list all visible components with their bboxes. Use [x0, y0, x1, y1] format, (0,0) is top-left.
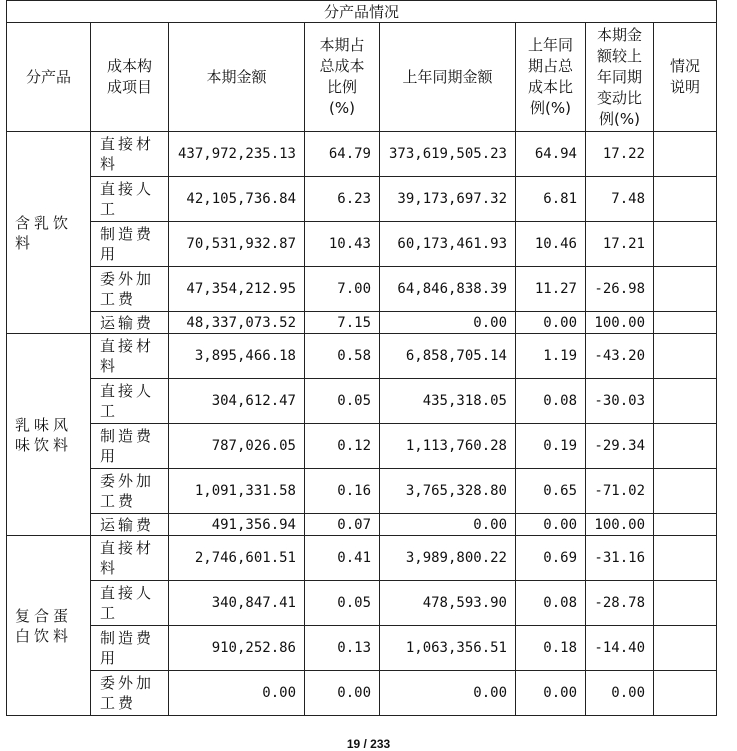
cost-item-cell: 直接材料	[91, 334, 169, 379]
prior-ratio-cell: 64.94	[516, 132, 586, 177]
prior-amount-cell: 39,173,697.32	[380, 177, 516, 222]
note-cell	[654, 379, 717, 424]
current-ratio-cell: 0.12	[305, 424, 380, 469]
cost-item-cell: 委外加工费	[91, 469, 169, 514]
change-cell: -29.34	[586, 424, 654, 469]
prior-amount-cell: 0.00	[380, 514, 516, 536]
prior-amount-cell: 0.00	[380, 671, 516, 716]
change-cell: -14.40	[586, 626, 654, 671]
prior-ratio-cell: 0.65	[516, 469, 586, 514]
change-cell: -28.78	[586, 581, 654, 626]
prior-ratio-cell: 0.00	[516, 671, 586, 716]
cost-item-cell: 直接材料	[91, 536, 169, 581]
table-caption: 分产品情况	[7, 1, 717, 23]
table-row	[7, 222, 717, 267]
header-prior-amount: 上年同期金额	[380, 23, 516, 132]
table-row	[7, 581, 717, 626]
current-ratio-cell: 0.00	[305, 671, 380, 716]
prior-ratio-cell: 0.18	[516, 626, 586, 671]
current-ratio-cell: 64.79	[305, 132, 380, 177]
change-cell: -43.20	[586, 334, 654, 379]
current-amount-cell: 910,252.86	[169, 626, 305, 671]
cost-item-cell: 运输费	[91, 312, 169, 334]
table-row	[7, 626, 717, 671]
cost-breakdown-table	[6, 0, 717, 716]
change-cell: 17.22	[586, 132, 654, 177]
current-ratio-cell: 0.07	[305, 514, 380, 536]
prior-amount-cell: 3,989,800.22	[380, 536, 516, 581]
note-cell	[654, 581, 717, 626]
current-amount-cell: 48,337,073.52	[169, 312, 305, 334]
current-amount-cell: 340,847.41	[169, 581, 305, 626]
header-cost-item: 成本构成项目	[91, 23, 169, 132]
table-row	[7, 177, 717, 222]
cost-item-cell: 委外加工费	[91, 671, 169, 716]
prior-amount-cell: 0.00	[380, 312, 516, 334]
table-row	[7, 424, 717, 469]
current-ratio-cell: 0.05	[305, 581, 380, 626]
header-note: 情况说明	[654, 23, 717, 132]
change-cell: 0.00	[586, 671, 654, 716]
table-row	[7, 671, 717, 716]
note-cell	[654, 312, 717, 334]
prior-ratio-cell: 10.46	[516, 222, 586, 267]
current-amount-cell: 47,354,212.95	[169, 267, 305, 312]
note-cell	[654, 536, 717, 581]
current-amount-cell: 3,895,466.18	[169, 334, 305, 379]
cost-item-cell: 运输费	[91, 514, 169, 536]
table-row	[7, 334, 717, 379]
current-ratio-cell: 7.00	[305, 267, 380, 312]
cost-item-cell: 委外加工费	[91, 267, 169, 312]
cost-item-cell: 制造费用	[91, 424, 169, 469]
prior-ratio-cell: 0.08	[516, 581, 586, 626]
table-row	[7, 132, 717, 177]
current-ratio-cell: 0.41	[305, 536, 380, 581]
change-cell: 100.00	[586, 312, 654, 334]
prior-ratio-cell: 1.19	[516, 334, 586, 379]
note-cell	[654, 132, 717, 177]
change-cell: -30.03	[586, 379, 654, 424]
table-row	[7, 514, 717, 536]
prior-amount-cell: 6,858,705.14	[380, 334, 516, 379]
current-amount-cell: 304,612.47	[169, 379, 305, 424]
note-cell	[654, 671, 717, 716]
change-cell: 7.48	[586, 177, 654, 222]
product-name-cell: 乳味风味饮料	[7, 334, 91, 536]
product-name-cell: 含乳饮料	[7, 132, 91, 334]
header-prior-ratio: 上年同期占总成本比例(%)	[516, 23, 586, 132]
cost-item-cell: 直接人工	[91, 379, 169, 424]
prior-ratio-cell: 11.27	[516, 267, 586, 312]
prior-amount-cell: 373,619,505.23	[380, 132, 516, 177]
table-row	[7, 536, 717, 581]
note-cell	[654, 424, 717, 469]
note-cell	[654, 626, 717, 671]
note-cell	[654, 334, 717, 379]
table-row	[7, 469, 717, 514]
current-amount-cell: 437,972,235.13	[169, 132, 305, 177]
header-current-ratio: 本期占总成本比例(%)	[305, 23, 380, 132]
cost-item-cell: 制造费用	[91, 222, 169, 267]
cost-item-cell: 直接材料	[91, 132, 169, 177]
current-ratio-cell: 0.16	[305, 469, 380, 514]
prior-ratio-cell: 0.00	[516, 514, 586, 536]
change-cell: -26.98	[586, 267, 654, 312]
page-number: 19 / 233	[346, 737, 391, 751]
note-cell	[654, 514, 717, 536]
change-cell: 17.21	[586, 222, 654, 267]
table-row	[7, 312, 717, 334]
product-name-cell: 复合蛋白饮料	[7, 536, 91, 716]
header-product: 分产品	[7, 23, 91, 132]
current-amount-cell: 42,105,736.84	[169, 177, 305, 222]
current-amount-cell: 70,531,932.87	[169, 222, 305, 267]
current-amount-cell: 2,746,601.51	[169, 536, 305, 581]
cost-item-cell: 直接人工	[91, 581, 169, 626]
current-ratio-cell: 0.58	[305, 334, 380, 379]
note-cell	[654, 222, 717, 267]
header-change: 本期金额较上年同期变动比例(%)	[586, 23, 654, 132]
cost-item-cell: 制造费用	[91, 626, 169, 671]
current-ratio-cell: 0.13	[305, 626, 380, 671]
current-ratio-cell: 0.05	[305, 379, 380, 424]
note-cell	[654, 469, 717, 514]
prior-ratio-cell: 0.00	[516, 312, 586, 334]
prior-amount-cell: 1,063,356.51	[380, 626, 516, 671]
cost-item-cell: 直接人工	[91, 177, 169, 222]
table-row	[7, 267, 717, 312]
prior-amount-cell: 64,846,838.39	[380, 267, 516, 312]
prior-ratio-cell: 0.08	[516, 379, 586, 424]
table-row	[7, 379, 717, 424]
current-ratio-cell: 6.23	[305, 177, 380, 222]
prior-ratio-cell: 0.69	[516, 536, 586, 581]
current-ratio-cell: 7.15	[305, 312, 380, 334]
note-cell	[654, 177, 717, 222]
prior-amount-cell: 3,765,328.80	[380, 469, 516, 514]
current-ratio-cell: 10.43	[305, 222, 380, 267]
prior-ratio-cell: 6.81	[516, 177, 586, 222]
prior-ratio-cell: 0.19	[516, 424, 586, 469]
current-amount-cell: 1,091,331.58	[169, 469, 305, 514]
change-cell: -71.02	[586, 469, 654, 514]
current-amount-cell: 0.00	[169, 671, 305, 716]
prior-amount-cell: 478,593.90	[380, 581, 516, 626]
prior-amount-cell: 435,318.05	[380, 379, 516, 424]
prior-amount-cell: 60,173,461.93	[380, 222, 516, 267]
current-amount-cell: 491,356.94	[169, 514, 305, 536]
prior-amount-cell: 1,113,760.28	[380, 424, 516, 469]
change-cell: -31.16	[586, 536, 654, 581]
header-current-amount: 本期金额	[169, 23, 305, 132]
change-cell: 100.00	[586, 514, 654, 536]
note-cell	[654, 267, 717, 312]
current-amount-cell: 787,026.05	[169, 424, 305, 469]
